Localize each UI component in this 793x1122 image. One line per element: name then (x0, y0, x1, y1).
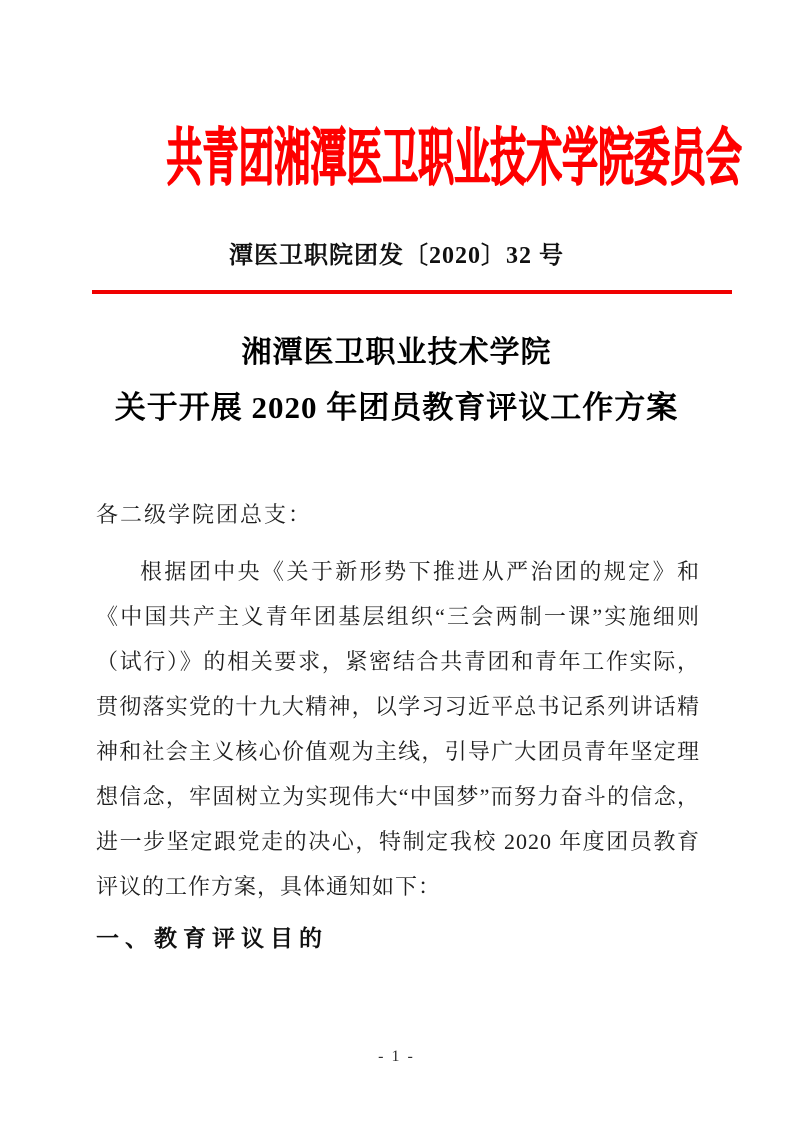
letterhead-org-name: 共青团湘潭医卫职业技术学院委员会 (166, 124, 742, 193)
document-title-line2: 关于开展 2020 年团员教育评议工作方案 (114, 390, 679, 425)
section-heading: 一、教育评议目的 (96, 925, 328, 951)
document-number: 潭医卫职院团发〔2020〕32 号 (229, 243, 564, 269)
page-number: - 1 - (378, 1048, 415, 1065)
body-paragraph: 根据团中央《关于新形势下推进从严治团的规定》和《中国共产主义青年团基层组织“三会两制一课”实施细则（试行）》的相关要求，紧密结合共青团和青年工作实际，贯彻落实党的十九大精神，以学习习近平总书记系列讲话精神和社会主义核心价值观为主线，引导广大团员青年坚定理想信念，牢固树立为实现伟大“中国梦”而努力奋斗的信念，进一步坚定跟党走的决心，特制定我校 2020 年度团员教育评议的工作方案，具体通知如下： (96, 559, 700, 899)
document-body (96, 498, 700, 955)
letterhead-divider-rule (92, 290, 732, 294)
salutation: 各二级学院团总支： (96, 502, 313, 527)
document-title-line1: 湘潭医卫职业技术学院 (241, 336, 552, 369)
